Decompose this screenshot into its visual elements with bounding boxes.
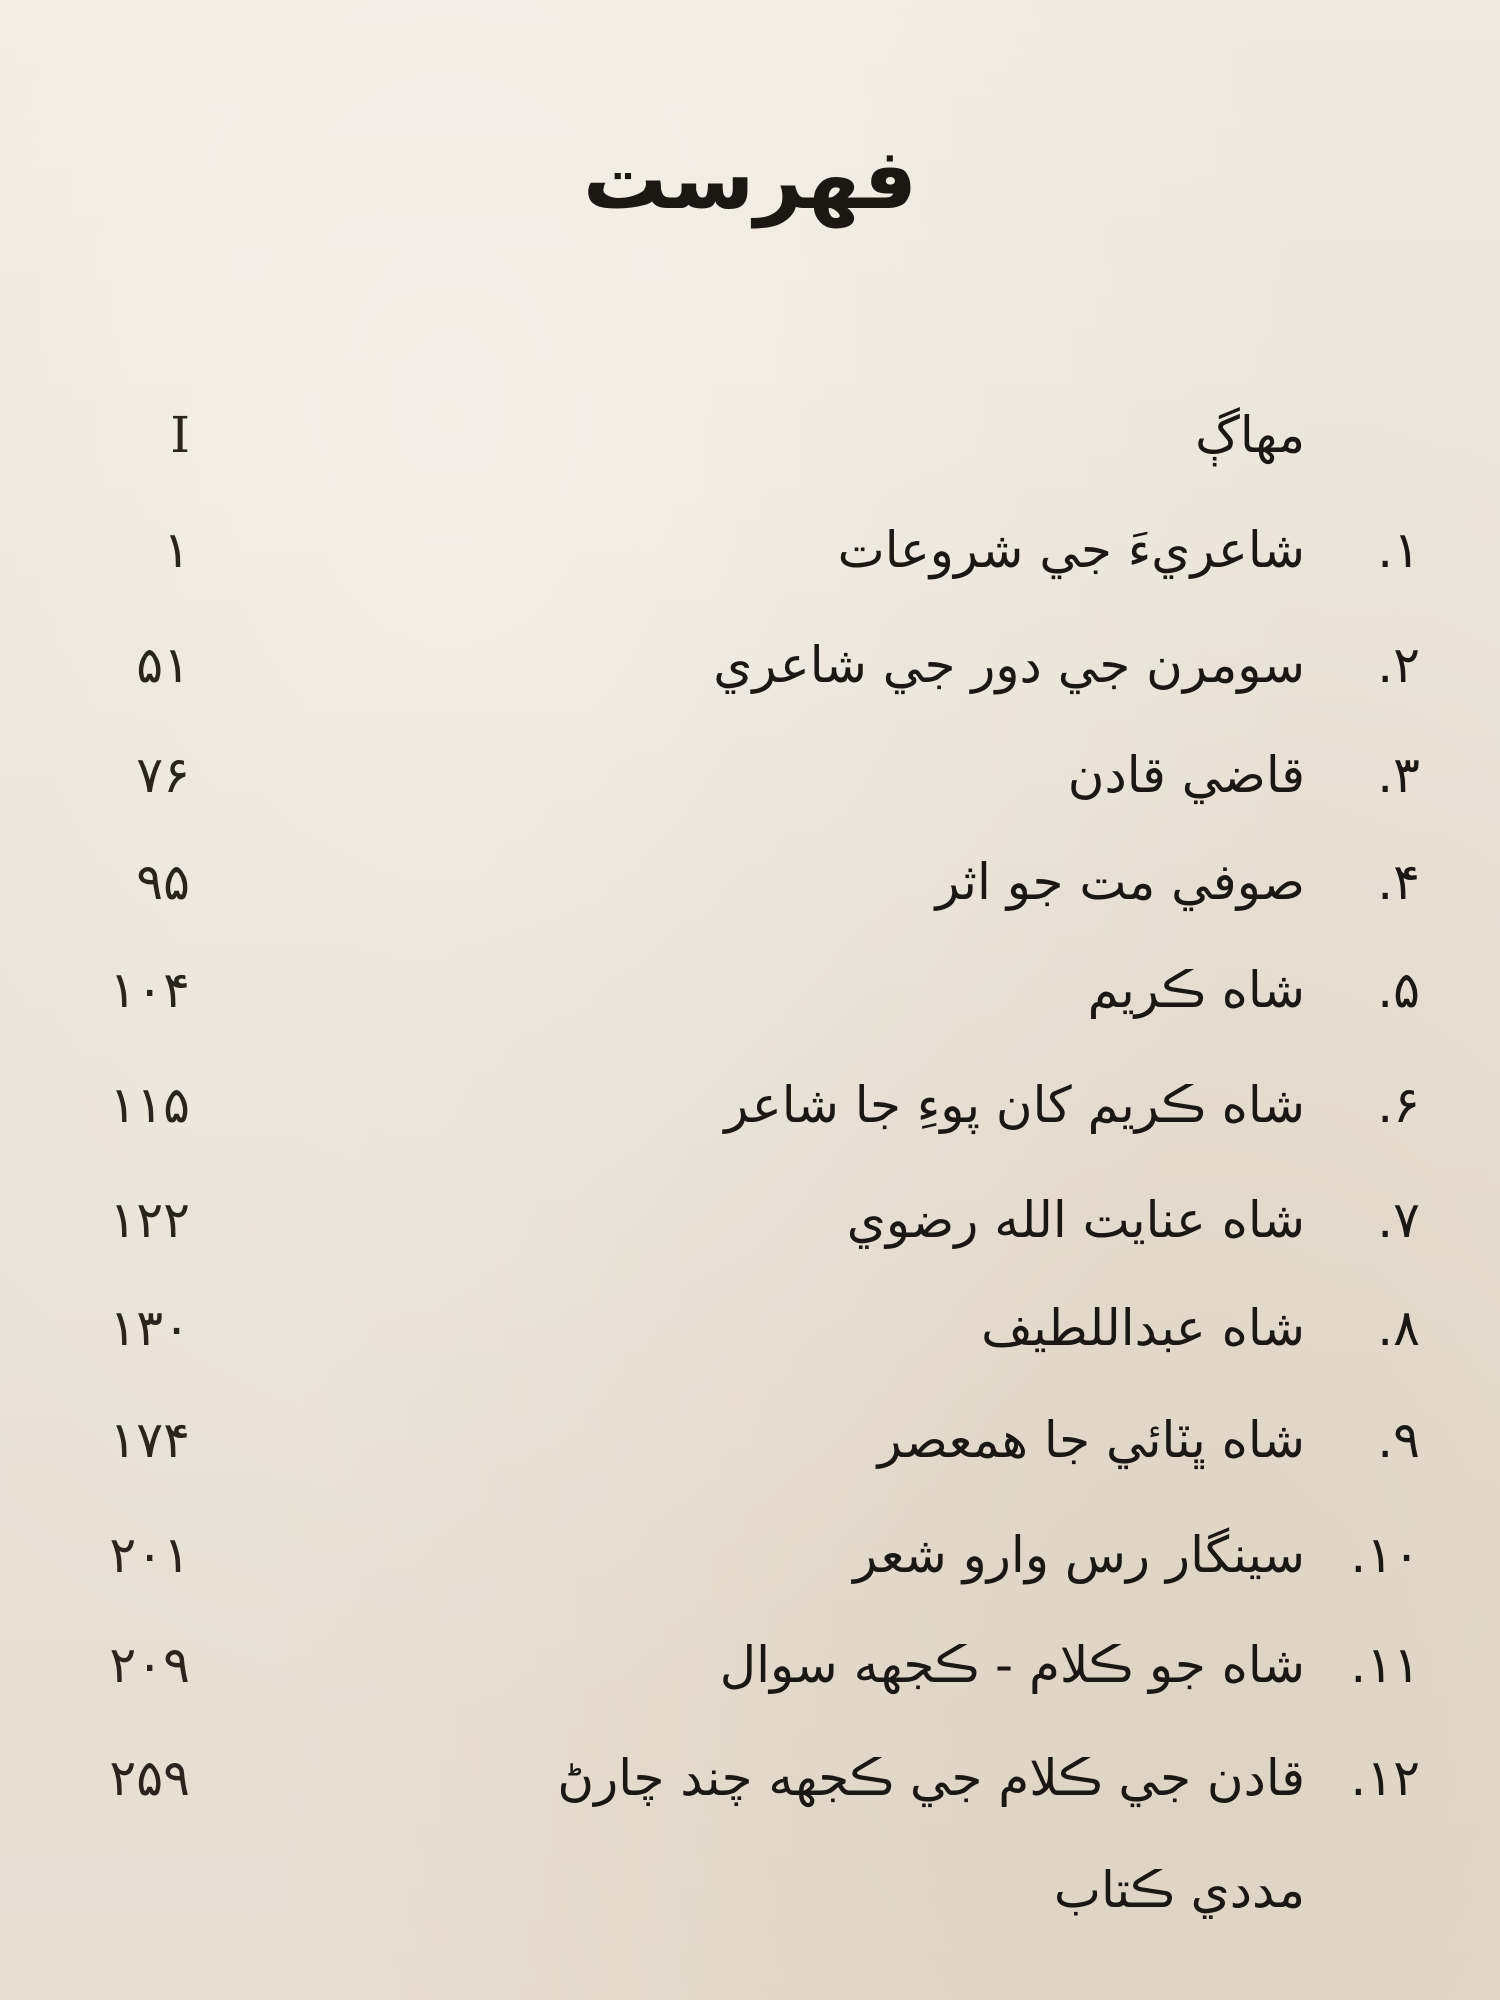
toc-number: ۱. [1377, 521, 1420, 579]
toc-item [40, 510, 1420, 590]
toc-entry [1195, 395, 1420, 475]
toc-entry [853, 1515, 1420, 1595]
toc-label: شاه ڪريم [1087, 961, 1305, 1019]
toc-number: ۱۱. [1350, 1636, 1420, 1694]
toc-number: ۵. [1377, 961, 1420, 1019]
toc-item [40, 1625, 1420, 1705]
toc-item-continuation [40, 1850, 1420, 1930]
toc-label: شاه جو ڪلام - ڪجهه سوال [719, 1636, 1305, 1694]
toc-entry [713, 625, 1420, 705]
toc-item [40, 625, 1420, 705]
toc-label: صوفي مت جو اثر [935, 853, 1305, 911]
toc-entry [1068, 735, 1420, 815]
toc-number: ۴. [1377, 853, 1420, 911]
toc-number: ۱۰. [1350, 1526, 1420, 1584]
toc-number: ۹. [1377, 1411, 1420, 1469]
toc-entry [981, 1288, 1420, 1368]
toc-page-number: ۱۰۴ [109, 961, 190, 1019]
toc-label: سينگار رس وارو شعر [853, 1526, 1305, 1584]
toc-item [40, 1288, 1420, 1368]
toc-entry [724, 1065, 1420, 1145]
toc-label: قاضي قادن [1067, 746, 1305, 804]
toc-item [40, 1180, 1420, 1260]
toc-page-number: ۱۷۴ [109, 1411, 190, 1469]
toc-entry [878, 1400, 1420, 1480]
toc-page-number: ۲۰۹ [109, 1636, 190, 1694]
toc-page-number: I [170, 406, 190, 464]
toc-item [40, 1400, 1420, 1480]
toc-item-preface [40, 395, 1420, 475]
toc-page-number: ۷۶ [136, 746, 190, 804]
toc-number: ۷. [1377, 1191, 1420, 1249]
toc-item [40, 735, 1420, 815]
toc-number: ۲. [1377, 636, 1420, 694]
toc-label: شاه عبداللطيف [981, 1299, 1305, 1357]
toc-item [40, 950, 1420, 1030]
toc-page-number: ۵۱ [136, 636, 190, 694]
toc-entry [847, 1180, 1420, 1260]
page-title: فهرست [582, 130, 918, 228]
toc-label: سومرن جي دور جي شاعري [713, 636, 1305, 694]
toc-label: شاه ڪريم کان پوءِ جا شاعر [724, 1076, 1305, 1134]
toc-page-number: ۱۲۲ [109, 1191, 190, 1249]
toc-item [40, 1515, 1420, 1595]
toc-entry [935, 842, 1420, 922]
toc-number: ۱۲. [1350, 1749, 1420, 1807]
toc-number: ۳. [1377, 746, 1420, 804]
toc-number: ۶. [1377, 1076, 1420, 1134]
toc-label: شاه عنايت الله رضوي [846, 1191, 1305, 1249]
toc-item [40, 1065, 1420, 1145]
toc-label: شاعريءَ جي شروعات [837, 521, 1305, 579]
toc-entry [1088, 950, 1420, 1030]
toc-page-number: ۱۳۰ [109, 1299, 190, 1357]
toc-page-number: ۱۱۵ [109, 1076, 190, 1134]
toc-label: شاه ڀٽائي جا همعصر [877, 1411, 1305, 1469]
toc-page-number: ۲۰۱ [109, 1526, 190, 1584]
toc-label: قادن جي ڪلام جي ڪجهه چند چارڻ [557, 1749, 1305, 1807]
toc-entry [720, 1625, 1420, 1705]
toc-label-continuation: مددي ڪتاب [1053, 1861, 1305, 1919]
toc-item [40, 1738, 1420, 1818]
toc-item [40, 842, 1420, 922]
toc-page-number: ۲۵۹ [109, 1749, 190, 1807]
toc-entry [838, 510, 1420, 590]
toc-label: مهاڳ [1195, 406, 1305, 464]
toc-page-number: ۹۵ [136, 853, 190, 911]
toc-number: ۸. [1377, 1299, 1420, 1357]
toc-entry [557, 1738, 1420, 1818]
toc-page-number: ۱ [163, 521, 190, 579]
